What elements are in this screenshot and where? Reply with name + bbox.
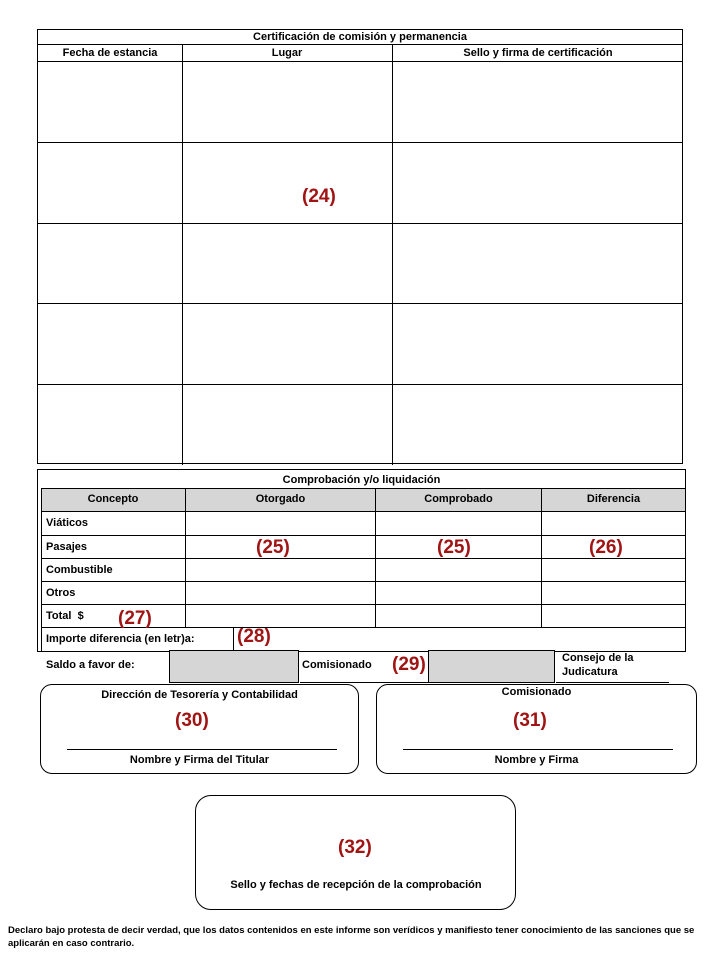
marker-32: (32) xyxy=(338,837,372,858)
header-comprobado: Comprobado xyxy=(424,493,493,505)
marker-31: (31) xyxy=(513,710,547,731)
sello-cell[interactable] xyxy=(393,224,683,302)
lugar-cell[interactable] xyxy=(183,62,391,141)
row-pasajes: Pasajes xyxy=(46,541,87,553)
row-viaticos: Viáticos xyxy=(46,517,88,529)
lugar-cell[interactable] xyxy=(183,224,391,302)
lugar-cell[interactable] xyxy=(183,304,391,383)
lugar-cell[interactable] xyxy=(183,143,391,222)
sello-cell[interactable] xyxy=(393,62,683,141)
divider xyxy=(41,535,685,536)
divider xyxy=(300,682,428,683)
certificacion-table xyxy=(37,29,683,464)
header-diferencia: Diferencia xyxy=(586,493,641,505)
saldo-field[interactable] xyxy=(169,650,299,683)
marker-25-otorgado: (25) xyxy=(256,537,290,558)
importe-diferencia-field[interactable] xyxy=(234,628,684,651)
header-otorgado: Otorgado xyxy=(255,493,306,505)
sello-cell[interactable] xyxy=(393,143,683,222)
comisionado-option-label: Comisionado xyxy=(302,659,372,671)
importe-diferencia-label: Importe diferencia (en letr)a: xyxy=(46,633,195,645)
marker-26: (26) xyxy=(589,537,623,558)
divider xyxy=(541,488,542,627)
sello-cell[interactable] xyxy=(393,304,683,383)
marker-28: (28) xyxy=(237,626,271,647)
header-sello-firma: Sello y firma de certificación xyxy=(463,47,613,59)
signature-line xyxy=(67,749,337,750)
declaracion-text: Declaro bajo protesta de decir verdad, que los datos contenidos en este informe son verídicos y manifiesto tener conocimiento de las sanciones que se aplicarán en caso contrario. xyxy=(8,925,695,949)
header-lugar: Lugar xyxy=(271,47,303,59)
header-concepto: Concepto xyxy=(87,493,139,505)
row-combustible: Combustible xyxy=(46,564,113,576)
marker-27: (27) xyxy=(118,608,152,629)
firma-comisionado-caption: Nombre y Firma xyxy=(494,754,579,766)
signature-line xyxy=(403,749,673,750)
marker-24: (24) xyxy=(302,186,336,207)
fecha-cell[interactable] xyxy=(39,224,181,302)
divider xyxy=(41,511,685,512)
consejo-label: Consejo de la Judicatura xyxy=(562,652,634,678)
fecha-cell[interactable] xyxy=(39,62,181,141)
divider xyxy=(41,488,685,489)
divider xyxy=(41,488,42,652)
fecha-cell[interactable] xyxy=(39,385,181,464)
firma-tesoreria-caption: Nombre y Firma del Titular xyxy=(129,754,270,766)
lugar-cell[interactable] xyxy=(183,385,391,464)
saldo-label: Saldo a favor de: xyxy=(46,659,135,671)
header-fecha-estancia: Fecha de estancia xyxy=(62,47,158,59)
marker-30: (30) xyxy=(175,710,209,731)
consejo-field[interactable] xyxy=(428,650,555,683)
divider xyxy=(41,581,685,582)
fecha-cell[interactable] xyxy=(39,143,181,222)
divider xyxy=(41,604,685,605)
sello-caption: Sello y fechas de recepción de la comprobación xyxy=(230,879,482,891)
certificacion-title: Certificación de comisión y permanencia xyxy=(38,30,682,45)
marker-25-comprobado: (25) xyxy=(437,537,471,558)
marker-29: (29) xyxy=(392,654,426,675)
row-total: Total $ xyxy=(46,610,84,622)
row-otros: Otros xyxy=(46,587,76,599)
divider xyxy=(375,488,376,627)
comprobacion-title: Comprobación y/o liquidación xyxy=(282,474,441,486)
sello-cell[interactable] xyxy=(393,385,683,464)
firma-tesoreria-title: Dirección de Tesorería y Contabilidad xyxy=(101,689,298,701)
divider xyxy=(185,488,186,627)
firma-comisionado-title: Comisionado xyxy=(501,686,572,698)
divider xyxy=(556,682,669,683)
fecha-cell[interactable] xyxy=(39,304,181,383)
